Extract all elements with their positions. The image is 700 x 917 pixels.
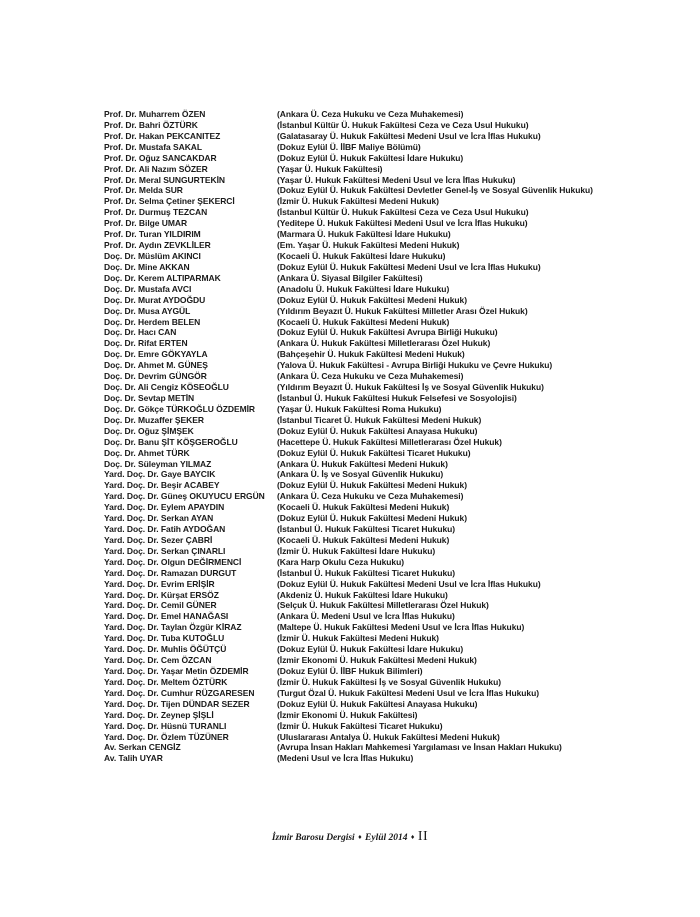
list-item <box>104 502 664 513</box>
person-name: Prof. Dr. Aydın ZEVKLİLER <box>104 240 211 251</box>
list-item <box>104 185 664 196</box>
person-name: Doç. Dr. Devrim GÜNGÖR <box>104 371 207 382</box>
list-item <box>104 196 664 207</box>
person-affiliation: (Ankara Ü. Medeni Usul ve İcra İflas Hukuku) <box>277 611 455 622</box>
list-item <box>104 513 664 524</box>
list-item <box>104 207 664 218</box>
person-affiliation: (Dokuz Eylül Ü. Hukuk Fakültesi Medeni Usul ve İcra İflas Hukuku) <box>277 578 541 589</box>
person-affiliation: (Medeni Usul ve İcra İflas Hukuku) <box>277 753 414 764</box>
person-name: Doç. Dr. Oğuz ŞİMŞEK <box>104 425 194 436</box>
person-name: Prof. Dr. Turan YILDIRIM <box>104 229 201 240</box>
person-name: Doç. Dr. Banu ŞİT KÖŞGEROĞLU <box>104 436 238 447</box>
person-affiliation: (Dokuz Eylül Ü. Hukuk Fakültesi İdare Hukuku) <box>277 152 464 163</box>
person-name: Prof. Dr. Muharrem ÖZEN <box>104 109 206 119</box>
person-name: Prof. Dr. Oğuz SANCAKDAR <box>104 152 217 163</box>
person-affiliation: (Anadolu Ü. Hukuk Fakültesi İdare Hukuku) <box>277 283 450 294</box>
person-affiliation: (Yalova Ü. Hukuk Fakültesi - Avrupa Birliği Hukuku ve Çevre Hukuku) <box>277 360 553 371</box>
person-affiliation: (İzmir Ekonomi Ü. Hukuk Fakültesi Medeni Hukuk) <box>277 655 477 666</box>
person-name: Yard. Doç. Dr. Muhlis ÖĞÜTÇÜ <box>104 644 227 655</box>
person-affiliation: (Dokuz Eylül Ü. Hukuk Fakültesi Medeni Hukuk) <box>277 480 467 491</box>
list-item <box>104 644 664 655</box>
page-number: II <box>417 829 429 844</box>
list-item <box>104 568 664 579</box>
list-item <box>104 109 664 120</box>
person-affiliation: (Dokuz Eylül Ü. Hukuk Fakültesi Medeni Hukuk) <box>277 513 467 524</box>
person-affiliation: (İzmir Ü. Hukuk Fakültesi İdare Hukuku) <box>277 545 436 556</box>
person-name: Yard. Doç. Dr. Kürşat ERSÖZ <box>104 589 219 600</box>
person-affiliation: (Yaşar Ü. Hukuk Fakültesi Medeni Usul ve İcra İflas Hukuku) <box>277 174 516 185</box>
person-affiliation: (İstanbul Kültür Ü. Hukuk Fakültesi Ceza ve Ceza Usul Hukuku) <box>277 207 529 218</box>
list-item <box>104 753 664 764</box>
person-name: Av. Serkan CENGİZ <box>104 742 181 753</box>
list-item <box>104 611 664 622</box>
issue-date: Eylül 2014 <box>365 833 408 843</box>
list-item <box>104 371 664 382</box>
list-item <box>104 393 664 404</box>
person-name: Prof. Dr. Bahri ÖZTÜRK <box>104 119 198 130</box>
list-item <box>104 622 664 633</box>
person-affiliation: (İstanbul Ü. Hukuk Fakültesi Ticaret Hukuku) <box>277 524 456 535</box>
person-name: Yard. Doç. Dr. Sezer ÇABRİ <box>104 534 213 545</box>
list-item <box>104 448 664 459</box>
list-item <box>104 633 664 644</box>
person-name: Prof. Dr. Selma Çetiner ŞEKERCİ <box>104 196 235 207</box>
person-affiliation: (Yaşar Ü. Hukuk Fakültesi) <box>277 163 383 174</box>
person-affiliation: (Dokuz Eylül Ü. Hukuk Fakültesi İdare Hukuku) <box>277 644 464 655</box>
list-item <box>104 327 664 338</box>
person-name: Doç. Dr. Rifat ERTEN <box>104 338 188 349</box>
person-affiliation: (Kocaeli Ü. Hukuk Fakültesi Medeni Hukuk) <box>277 502 450 513</box>
person-affiliation: (Bahçeşehir Ü. Hukuk Fakültesi Medeni Hukuk) <box>277 349 465 360</box>
person-name: Prof. Dr. Mustafa SAKAL <box>104 141 203 152</box>
person-affiliation: (Dokuz Eylül Ü. Hukuk Fakültesi Ticaret Hukuku) <box>277 447 471 458</box>
person-name: Doç. Dr. Muzaffer ŞEKER <box>104 414 204 425</box>
list-item <box>104 120 664 131</box>
list-item <box>104 677 664 688</box>
list-item <box>104 426 664 437</box>
person-affiliation: (Kocaeli Ü. Hukuk Fakültesi Medeni Hukuk) <box>277 534 450 545</box>
person-affiliation: (Yıldırım Beyazıt Ü. Hukuk Fakültesi Milletler Arası Özel Hukuk) <box>277 305 528 316</box>
list-item <box>104 469 664 480</box>
list-item <box>104 164 664 175</box>
person-name: Doç. Dr. Ali Cengiz KÖSEOĞLU <box>104 382 229 393</box>
person-name: Yard. Doç. Dr. Hüsnü TURANLI <box>104 720 227 731</box>
page-footer <box>0 830 700 845</box>
person-name: Yard. Doç. Dr. Gaye BAYCIK <box>104 469 216 480</box>
list-item <box>104 710 664 721</box>
person-affiliation: (İzmir Ü. Hukuk Fakültesi İş ve Sosyal Güvenlik Hukuku) <box>277 676 501 687</box>
person-name: Yard. Doç. Dr. Fatih AYDOĞAN <box>104 524 226 535</box>
person-name: Doç. Dr. Mustafa AVCI <box>104 283 192 294</box>
person-affiliation: (İstanbul Kültür Ü. Hukuk Fakültesi Ceza ve Ceza Usul Hukuku) <box>277 119 529 130</box>
person-name: Prof. Dr. Meral SUNGURTEKİN <box>104 174 225 185</box>
person-affiliation: (Ankara Ü. Siyasal Bilgiler Fakültesi) <box>277 272 423 283</box>
person-name: Doç. Dr. Murat AYDOĞDU <box>104 294 206 305</box>
person-name: Doç. Dr. Müslüm AKINCI <box>104 250 201 261</box>
person-name: Prof. Dr. Hakan PEKCANITEZ <box>104 130 221 141</box>
person-affiliation: (Yaşar Ü. Hukuk Fakültesi Roma Hukuku) <box>277 403 442 414</box>
person-affiliation: (İzmir Ü. Hukuk Fakültesi Ticaret Hukuku) <box>277 720 443 731</box>
list-item <box>104 295 664 306</box>
person-affiliation: (Ankara Ü. Ceza Hukuku ve Ceza Muhakemesi) <box>277 491 464 502</box>
person-name: Yard. Doç. Dr. Tuba KUTOĞLU <box>104 633 225 644</box>
person-name: Yard. Doç. Dr. Eylem APAYDIN <box>104 502 225 513</box>
person-name: Yard. Doç. Dr. Cem ÖZCAN <box>104 655 212 666</box>
person-name: Doç. Dr. Sevtap METİN <box>104 392 195 403</box>
person-name: Prof. Dr. Ali Nazım SÖZER <box>104 163 208 174</box>
list-item <box>104 317 664 328</box>
person-name: Prof. Dr. Melda SUR <box>104 185 183 196</box>
person-name: Doç. Dr. Gökçe TÜRKOĞLU ÖZDEMİR <box>104 403 255 414</box>
list-item <box>104 240 664 251</box>
diamond-separator-icon: ♦ <box>410 833 415 841</box>
person-affiliation: (Maltepe Ü. Hukuk Fakültesi Medeni Usul ve İcra İflas Hukuku) <box>277 622 525 633</box>
person-affiliation: (Dokuz Eylül Ü. Hukuk Fakültesi Devletler Genel-İş ve Sosyal Güvenlik Hukuku) <box>277 185 593 196</box>
person-name: Av. Talih UYAR <box>104 753 163 764</box>
list-item <box>104 524 664 535</box>
person-affiliation: (Marmara Ü. Hukuk Fakültesi İdare Hukuku) <box>277 229 451 240</box>
person-name: Doç. Dr. Hacı CAN <box>104 327 177 338</box>
person-name: Yard. Doç. Dr. Özlem TÜZÜNER <box>104 731 229 742</box>
list-item <box>104 415 664 426</box>
list-item <box>104 262 664 273</box>
person-name: Yard. Doç. Dr. Serkan AYAN <box>104 513 214 524</box>
list-item <box>104 699 664 710</box>
person-affiliation: (İzmir Ü. Hukuk Fakültesi Medeni Hukuk) <box>277 196 439 207</box>
journal-title: İzmir Barosu Dergisi <box>271 833 355 843</box>
person-affiliation: (Galatasaray Ü. Hukuk Fakültesi Medeni Usul ve İcra İflas Hukuku) <box>277 130 541 141</box>
list-item <box>104 404 664 415</box>
list-item <box>104 688 664 699</box>
person-name: Yard. Doç. Dr. Olgun DEĞİRMENCİ <box>104 556 242 567</box>
list-item <box>104 600 664 611</box>
person-affiliation: (Kara Harp Okulu Ceza Hukuku) <box>277 556 405 567</box>
person-affiliation: (Dokuz Eylül Ü. Hukuk Fakültesi Anayasa Hukuku) <box>277 425 478 436</box>
person-affiliation: (Akdeniz Ü. Hukuk Fakültesi İdare Hukuku) <box>277 589 448 600</box>
list-item <box>104 557 664 568</box>
person-affiliation: (Selçuk Ü. Hukuk Fakültesi Milletlerarası Özel Hukuk) <box>277 600 489 611</box>
list-item <box>104 284 664 295</box>
person-affiliation: (Dokuz Eylül Ü. Hukuk Fakültesi Anayasa Hukuku) <box>277 698 478 709</box>
person-name: Doç. Dr. Kerem ALTIPARMAK <box>104 272 221 283</box>
person-affiliation: (Ankara Ü. İş ve Sosyal Güvenlik Hukuku) <box>277 469 444 480</box>
person-name: Yard. Doç. Dr. Ramazan DURGUT <box>104 567 237 578</box>
list-item <box>104 721 664 732</box>
diamond-separator-icon: ♦ <box>358 833 362 841</box>
person-name: Yard. Doç. Dr. Tijen DÜNDAR SEZER <box>104 698 250 709</box>
list-item <box>104 742 664 753</box>
person-name: Yard. Doç. Dr. Evrim ERİŞİR <box>104 578 215 589</box>
person-name: Doç. Dr. Ahmet TÜRK <box>104 447 190 458</box>
person-affiliation: (Kocaeli Ü. Hukuk Fakültesi İdare Hukuku) <box>277 250 446 261</box>
person-affiliation: (Dokuz Eylül Ü. Hukuk Fakültesi Medeni Usul ve İcra İflas Hukuku) <box>277 261 541 272</box>
person-name: Yard. Doç. Dr. Zeynep ŞİŞLİ <box>104 709 214 720</box>
person-affiliation: (Ankara Ü. Ceza Hukuku ve Ceza Muhakemesi) <box>277 109 464 119</box>
editorial-board-list <box>104 109 664 764</box>
person-name: Yard. Doç. Dr. Meltem ÖZTÜRK <box>104 676 228 687</box>
list-item <box>104 360 664 371</box>
person-affiliation: (Ankara Ü. Hukuk Fakültesi Medeni Hukuk) <box>277 458 448 469</box>
list-item <box>104 153 664 164</box>
person-affiliation: (Dokuz Eylül Ü. Hukuk Fakültesi Avrupa Birliği Hukuku) <box>277 327 498 338</box>
person-name: Yard. Doç. Dr. Taylan Özgür KİRAZ <box>104 622 242 633</box>
person-affiliation: (Em. Yaşar Ü. Hukuk Fakültesi Medeni Hukuk) <box>277 240 460 251</box>
person-affiliation: (İstanbul Ü. Hukuk Fakültesi Ticaret Hukuku) <box>277 567 456 578</box>
list-item <box>104 382 664 393</box>
list-item <box>104 535 664 546</box>
person-affiliation: (İzmir Ü. Hukuk Fakültesi Medeni Hukuk) <box>277 633 439 644</box>
list-item <box>104 229 664 240</box>
list-item <box>104 459 664 470</box>
person-affiliation: (Avrupa İnsan Hakları Mahkemesi Yargılaması ve İnsan Hakları Hukuku) <box>277 742 562 753</box>
list-item <box>104 251 664 262</box>
person-name: Yard. Doç. Dr. Güneş OKUYUCU ERGÜN <box>104 491 265 502</box>
list-item <box>104 175 664 186</box>
list-item <box>104 273 664 284</box>
person-affiliation: (Yıldırım Beyazıt Ü. Hukuk Fakültesi İş ve Sosyal Güvenlik Hukuku) <box>277 382 544 393</box>
person-name: Yard. Doç. Dr. Cemil GÜNER <box>104 600 217 611</box>
person-affiliation: (Dokuz Eylül Ü. İİBF Maliye Bölümü) <box>277 141 421 152</box>
list-item <box>104 546 664 557</box>
list-item <box>104 579 664 590</box>
person-affiliation: (İstanbul Ü. Hukuk Fakültesi Hukuk Felsefesi ve Sosyolojisi) <box>277 392 517 403</box>
person-affiliation: (Yeditepe Ü. Hukuk Fakültesi Medeni Usul ve İcra İflas Hukuku) <box>277 218 528 229</box>
list-item <box>104 306 664 317</box>
list-item <box>104 590 664 601</box>
list-item <box>104 480 664 491</box>
list-item <box>104 338 664 349</box>
person-affiliation: (Hacettepe Ü. Hukuk Fakültesi Milletlerarası Özel Hukuk) <box>277 436 502 447</box>
person-affiliation: (Dokuz Eylül Ü. İİBF Hukuk Bilimleri) <box>277 666 423 677</box>
list-item <box>104 437 664 448</box>
person-affiliation: (Ankara Ü. Hukuk Fakültesi Milletlerarası Özel Hukuk) <box>277 338 491 349</box>
person-name: Doç. Dr. Mine AKKAN <box>104 261 190 272</box>
person-affiliation: (Turgut Özal Ü. Hukuk Fakültesi Medeni Usul ve İcra İflas Hukuku) <box>277 687 540 698</box>
list-item <box>104 732 664 743</box>
list-item <box>104 491 664 502</box>
person-name: Prof. Dr. Bilge UMAR <box>104 218 188 229</box>
person-name: Doç. Dr. Süleyman YILMAZ <box>104 458 212 469</box>
person-name: Yard. Doç. Dr. Emel HANAĞASI <box>104 611 229 622</box>
list-item <box>104 666 664 677</box>
person-affiliation: (Uluslararası Antalya Ü. Hukuk Fakültesi Medeni Hukuk) <box>277 731 500 742</box>
person-name: Yard. Doç. Dr. Cumhur RÜZGARESEN <box>104 687 255 698</box>
person-affiliation: (Dokuz Eylül Ü. Hukuk Fakültesi Medeni Hukuk) <box>277 294 467 305</box>
person-name: Prof. Dr. Durmuş TEZCAN <box>104 207 208 218</box>
person-name: Yard. Doç. Dr. Serkan ÇINARLI <box>104 545 226 556</box>
person-affiliation: (İstanbul Ticaret Ü. Hukuk Fakültesi Medeni Hukuk) <box>277 414 482 425</box>
list-item <box>104 131 664 142</box>
person-affiliation: (Kocaeli Ü. Hukuk Fakültesi Medeni Hukuk) <box>277 316 450 327</box>
list-item <box>104 655 664 666</box>
person-name: Yard. Doç. Dr. Beşir ACABEY <box>104 480 220 491</box>
list-item <box>104 218 664 229</box>
person-name: Yard. Doç. Dr. Yaşar Metin ÖZDEMİR <box>104 666 249 677</box>
person-affiliation: (Ankara Ü. Ceza Hukuku ve Ceza Muhakemesi) <box>277 371 464 382</box>
person-name: Doç. Dr. Herdem BELEN <box>104 316 201 327</box>
person-name: Doç. Dr. Ahmet M. GÜNEŞ <box>104 360 208 371</box>
person-affiliation: (İzmir Ekonomi Ü. Hukuk Fakültesi) <box>277 709 418 720</box>
list-item <box>104 142 664 153</box>
list-item <box>104 349 664 360</box>
person-name: Doç. Dr. Emre GÖKYAYLA <box>104 349 208 360</box>
person-name: Doç. Dr. Musa AYGÜL <box>104 305 191 316</box>
